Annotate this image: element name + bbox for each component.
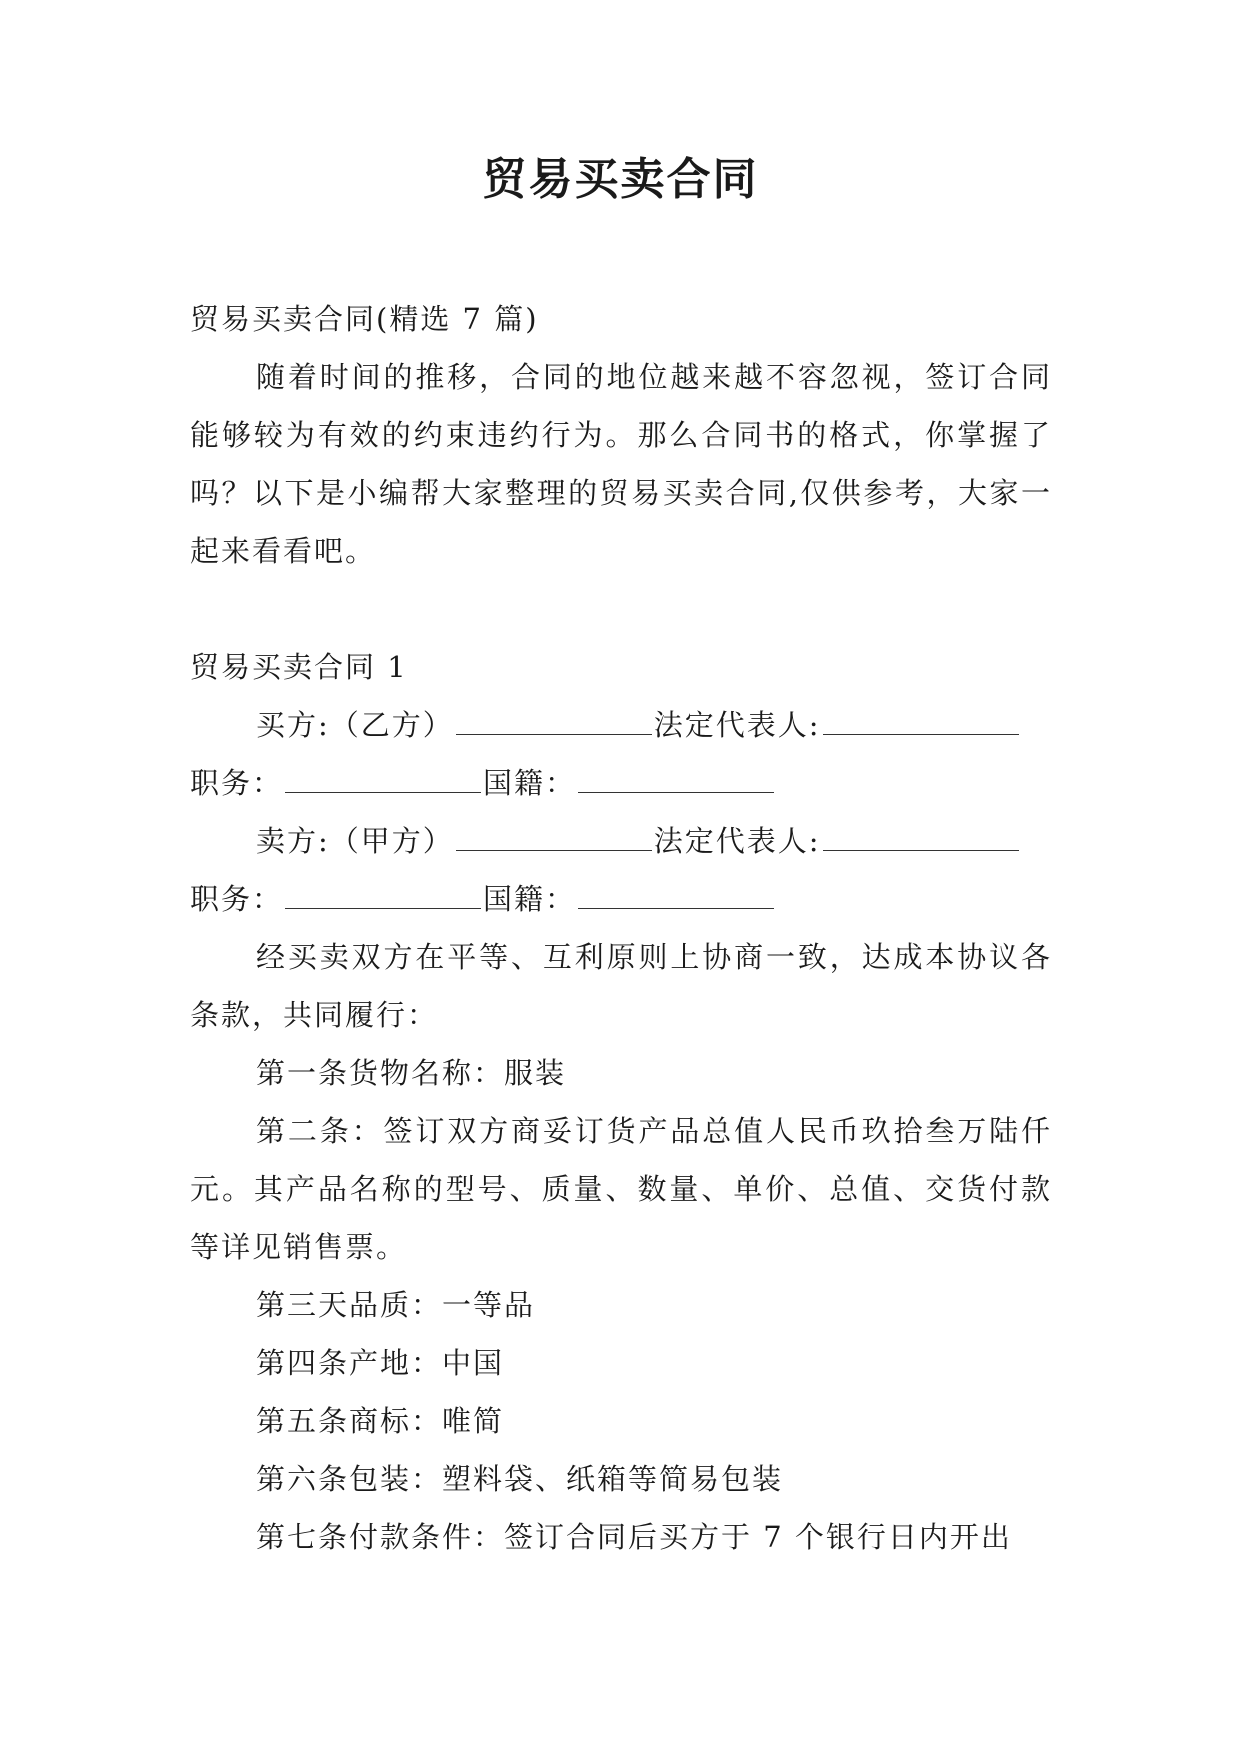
preamble-paragraph: 经买卖双方在平等、互利原则上协商一致，达成本协议各条款，共同履行： [190,940,1052,1032]
seller-party-label: 卖方:（甲方） [256,824,454,858]
buyer-duty-blank[interactable] [285,762,481,793]
clause-5: 第五条商标：唯简 [256,1404,505,1438]
buyer-duty-line [190,754,1052,812]
buyer-name-blank[interactable] [456,704,652,735]
buyer-nationality-label: 国籍： [483,766,577,800]
seller-duty-blank[interactable] [285,878,481,909]
clause-6: 第六条包装：塑料袋、纸箱等简易包装 [256,1462,784,1496]
document-subtitle: 贸易买卖合同(精选 7 篇) [190,302,539,336]
seller-nationality-blank[interactable] [578,878,774,909]
intro-paragraph: 随着时间的推移，合同的地位越来越不容忽视，签订合同能够较为有效的约束违约行为。那么合同书的格式，你掌握了吗？以下是小编帮大家整理的贸易买卖合同,仅供参考，大家一起来看看吧。 [190,360,1052,568]
buyer-party-label: 买方:（乙方） [256,708,454,742]
buyer-line [190,696,1052,754]
document-title: 贸易买卖合同 [482,154,759,205]
seller-name-blank[interactable] [456,820,652,851]
section-heading: 贸易买卖合同 1 [190,650,408,684]
clause-2: 第二条：签订双方商妥订货产品总值人民币玖拾叁万陆仟元。其产品名称的型号、质量、数量、单价、总值、交货付款等详见销售票。 [190,1114,1052,1264]
buyer-rep-label: 法定代表人: [653,708,821,742]
clause-7: 第七条付款条件：签订合同后买方于 7 个银行日内开出 [256,1520,1012,1554]
seller-duty-label: 职务： [190,882,284,916]
seller-line [190,812,1052,870]
clause-4: 第四条产地：中国 [256,1346,505,1380]
buyer-nationality-blank[interactable] [578,762,774,793]
document-body [190,290,1052,1566]
buyer-duty-label: 职务： [190,766,284,800]
buyer-rep-blank[interactable] [823,704,1019,735]
clause-3: 第三天品质：一等品 [256,1288,536,1322]
clause-1: 第一条货物名称：服装 [256,1056,567,1090]
seller-rep-label: 法定代表人: [653,824,821,858]
seller-rep-blank[interactable] [823,820,1019,851]
seller-nationality-label: 国籍： [483,882,577,916]
seller-duty-line [190,870,1052,928]
